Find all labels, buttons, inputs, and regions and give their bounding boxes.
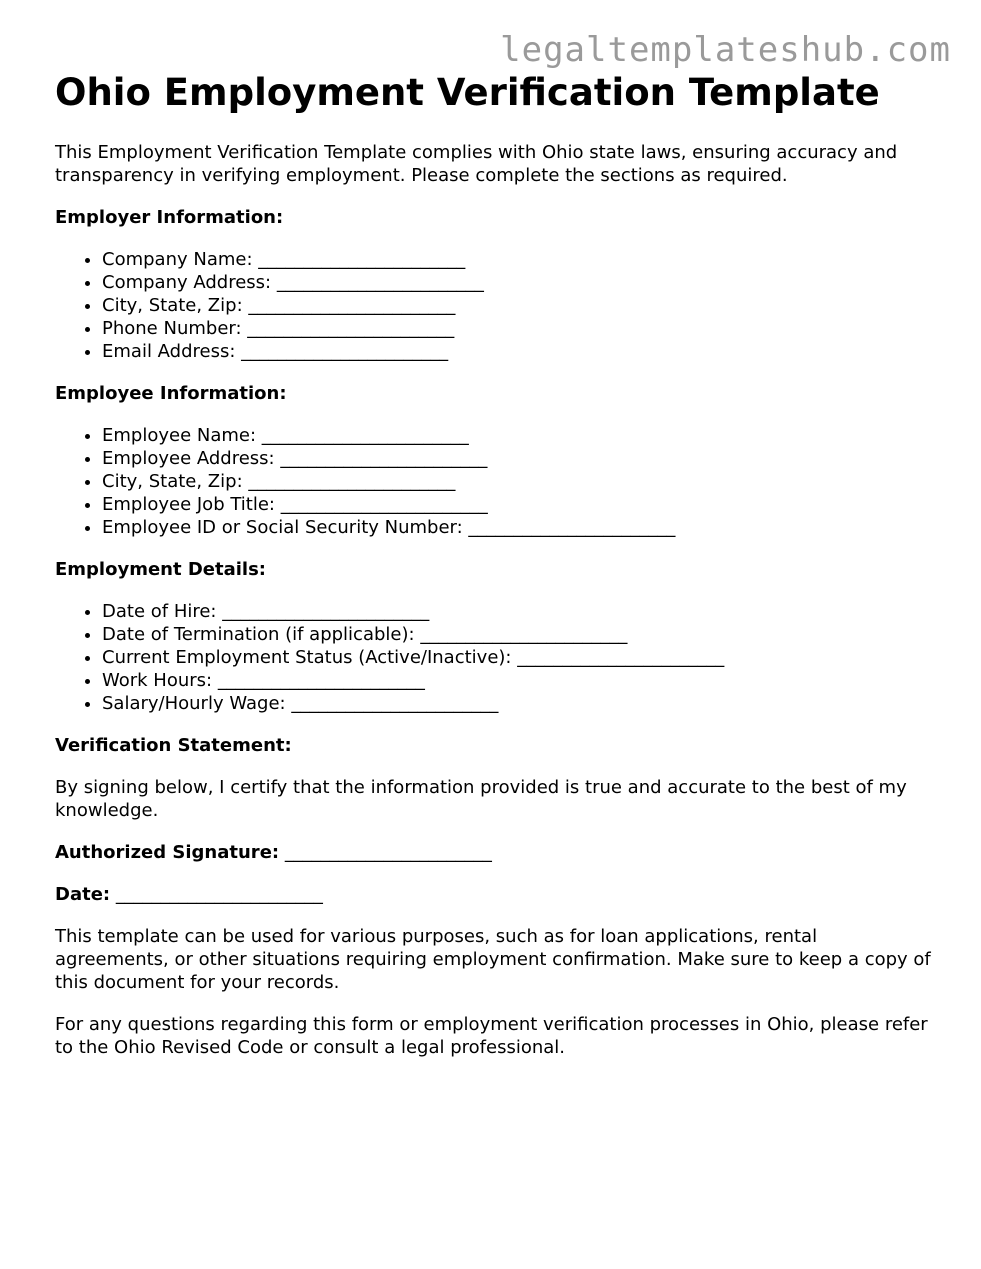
document-page (55, 70, 935, 1059)
list-item (102, 294, 935, 317)
date-blank[interactable]: _______________________ (115, 884, 323, 905)
fill-in-blank[interactable]: _______________________ (248, 471, 456, 492)
fill-in-blank[interactable]: _______________________ (241, 341, 449, 362)
usage-note: This template can be used for various purposes, such as for loan applications, rental agreements, or other situations requiring employment confirmation. Make sure to keep a copy of this document for your records. (55, 926, 931, 993)
list-item (102, 447, 935, 470)
fill-in-blank[interactable]: _______________________ (217, 670, 425, 691)
fill-in-blank[interactable]: _______________________ (280, 494, 488, 515)
employer-section-heading: Employer Information: (55, 207, 284, 228)
list-item (102, 669, 935, 692)
field-label: Date of Termination (if applicable): (102, 624, 415, 645)
field-label: City, State, Zip: (102, 471, 243, 492)
intro-paragraph: This Employment Verification Template complies with Ohio state laws, ensuring accuracy and transparency in verifying employment. Please complete the sections as required. (55, 142, 898, 186)
fill-in-blank[interactable]: _______________________ (222, 601, 430, 622)
list-item (102, 516, 935, 539)
field-label: Employee Name: (102, 425, 257, 446)
field-label: Date of Hire: (102, 601, 217, 622)
date-line (55, 883, 935, 906)
signature-line (55, 841, 935, 864)
list-item (102, 623, 935, 646)
signature-label: Authorized Signature: (55, 842, 280, 863)
employment-section-heading: Employment Details: (55, 559, 267, 580)
fill-in-blank[interactable]: _______________________ (468, 517, 676, 538)
employment-field-list (55, 600, 935, 715)
list-item (102, 493, 935, 516)
verification-statement: By signing below, I certify that the information provided is true and accurate to the best of my knowledge. (55, 777, 907, 821)
fill-in-blank[interactable]: _______________________ (420, 624, 628, 645)
signature-blank[interactable]: _______________________ (284, 842, 492, 863)
field-label: Work Hours: (102, 670, 213, 691)
list-item (102, 646, 935, 669)
fill-in-blank[interactable]: _______________________ (258, 249, 466, 270)
employer-field-list (55, 248, 935, 363)
list-item (102, 692, 935, 715)
list-item (102, 600, 935, 623)
list-item (102, 248, 935, 271)
list-item (102, 470, 935, 493)
fill-in-blank[interactable]: _______________________ (517, 647, 725, 668)
verification-section-heading: Verification Statement: (55, 735, 292, 756)
field-label: Employee Job Title: (102, 494, 275, 515)
field-label: Company Address: (102, 272, 272, 293)
date-label: Date: (55, 884, 111, 905)
page-title: Ohio Employment Verification Template (55, 71, 880, 114)
fill-in-blank[interactable]: _______________________ (247, 318, 455, 339)
field-label: Company Name: (102, 249, 253, 270)
list-item (102, 271, 935, 294)
field-label: Employee Address: (102, 448, 275, 469)
employee-field-list (55, 424, 935, 539)
questions-note: For any questions regarding this form or employment verification processes in Ohio, please refer to the Ohio Revised Code or consult a legal professional. (55, 1014, 928, 1058)
field-label: Salary/Hourly Wage: (102, 693, 286, 714)
field-label: City, State, Zip: (102, 295, 243, 316)
fill-in-blank[interactable]: _______________________ (248, 295, 456, 316)
field-label: Email Address: (102, 341, 236, 362)
field-label: Employee ID or Social Security Number: (102, 517, 463, 538)
list-item (102, 424, 935, 447)
fill-in-blank[interactable]: _______________________ (261, 425, 469, 446)
fill-in-blank[interactable]: _______________________ (276, 272, 484, 293)
field-label: Current Employment Status (Active/Inactive): (102, 647, 512, 668)
watermark: legaltemplateshub.com (500, 30, 951, 70)
employee-section-heading: Employee Information: (55, 383, 287, 404)
fill-in-blank[interactable]: _______________________ (291, 693, 499, 714)
list-item (102, 340, 935, 363)
field-label: Phone Number: (102, 318, 242, 339)
list-item (102, 317, 935, 340)
fill-in-blank[interactable]: _______________________ (280, 448, 488, 469)
